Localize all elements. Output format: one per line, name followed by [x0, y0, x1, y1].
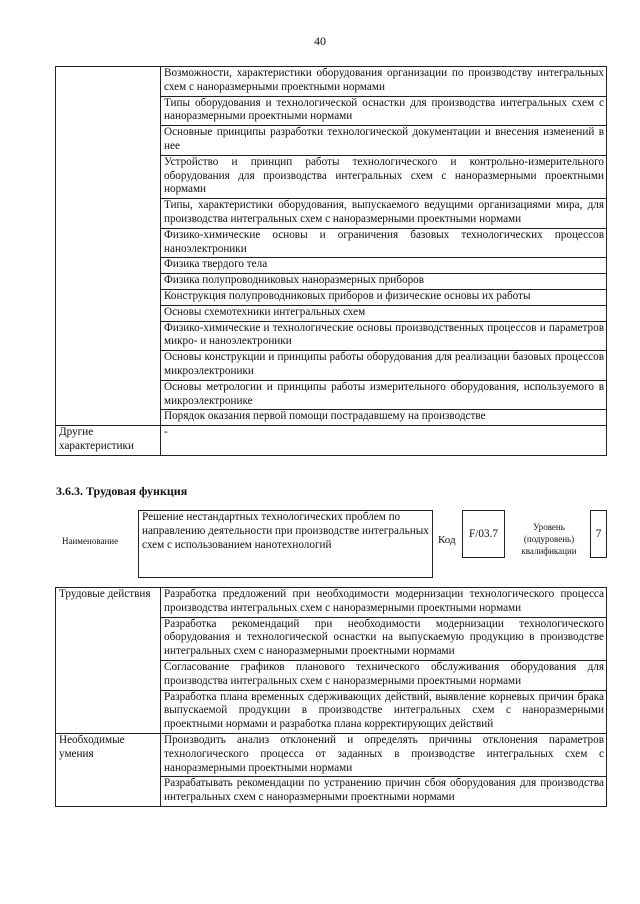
- code-value-box: F/03.7: [462, 510, 505, 558]
- knowledge-item: Основы метрологии и принципы работы измерительного оборудования, используемого в микроэлектронике: [161, 380, 607, 410]
- action-item: Разработка плана временных сдерживающих действий, выявление корневых причин брака выпускаемой продукции в производстве интегральных схем с наноразмерными проектными нормами и разработка плана корректирующих действий: [161, 690, 607, 733]
- table-row: [56, 733, 607, 776]
- labor-actions-label: Трудовые действия: [56, 588, 161, 734]
- qualification-level-label: Уровень (подуровень) квалификации: [521, 522, 577, 556]
- knowledge-item: Возможности, характеристики оборудования организации по производству интегральных схем с наноразмерными проектными нормами: [161, 67, 607, 97]
- knowledge-item: Конструкция полупроводниковых приборов и физические основы их работы: [161, 289, 607, 305]
- name-label: Наименование: [62, 536, 119, 546]
- knowledge-table: [55, 66, 607, 456]
- knowledge-item: Физика твердого тела: [161, 258, 607, 274]
- action-item: Разработка рекомендаций при необходимости модернизации технологического оборудования и технологической оснастки на выпускаемую продукцию в производстве интегральных схем с наноразмерными проектными нормами: [161, 617, 607, 660]
- knowledge-item: Физика полупроводниковых наноразмерных приборов: [161, 274, 607, 290]
- knowledge-item: Устройство и принцип работы технологического и контрольно-измерительного оборудования для производства интегральных схем с наноразмерными проектными нормами: [161, 155, 607, 198]
- other-characteristics-label: Другие характеристики: [56, 426, 161, 456]
- knowledge-item: Основы схемотехники интегральных схем: [161, 305, 607, 321]
- qualification-level-box: 7: [590, 510, 607, 558]
- section-title: 3.6.3. Трудовая функция: [56, 484, 188, 498]
- code-label: Код: [438, 534, 456, 546]
- other-characteristics-value: -: [161, 426, 607, 456]
- knowledge-item: Основы конструкции и принципы работы оборудования для реализации базовых процессов микроэлектроники: [161, 351, 607, 381]
- required-skills-label: Необходимые умения: [56, 733, 161, 806]
- skill-item: Разрабатывать рекомендации по устранению причин сбоя оборудования для производства интегральных схем с наноразмерными проектными нормами: [161, 777, 607, 807]
- table-row: [56, 588, 607, 618]
- knowledge-item: Физико-химические основы и ограничения базовых технологических процессов наноэлектроники: [161, 228, 607, 258]
- page-number: 40: [314, 34, 326, 48]
- knowledge-item: Основные принципы разработки технологической документации и внесения изменений в нее: [161, 126, 607, 156]
- function-name-box: Решение нестандартных технологических проблем по направлению деятельности при производстве интегральных схем с использованием нанотехнологий: [138, 510, 433, 578]
- actions-table: [55, 587, 607, 807]
- empty-label-cell: [56, 67, 161, 426]
- knowledge-item: Типы оборудования и технологической оснастки для производства интегральных схем с наноразмерными проектными нормами: [161, 96, 607, 126]
- knowledge-item: Физико-химические и технологические основы производственных процессов и параметров микро- и наноэлектроники: [161, 321, 607, 351]
- table-row: [56, 67, 607, 97]
- skill-item: Производить анализ отклонений и определять причины отклонения параметров технологического процесса от заданных в производстве интегральных схем с наноразмерными проектными нормами: [161, 733, 607, 776]
- action-item: Согласование графиков планового технического обслуживания оборудования для производства интегральных схем с наноразмерными проектными нормами: [161, 660, 607, 690]
- action-item: Разработка предложений при необходимости модернизации технологического процесса производства интегральных схем с наноразмерными проектными нормами: [161, 588, 607, 618]
- table-row: [56, 426, 607, 456]
- knowledge-item: Порядок оказания первой помощи пострадавшему на производстве: [161, 410, 607, 426]
- knowledge-item: Типы, характеристики оборудования, выпускаемого ведущими организациями мира, для производства интегральных схем с наноразмерными проектными нормами: [161, 199, 607, 229]
